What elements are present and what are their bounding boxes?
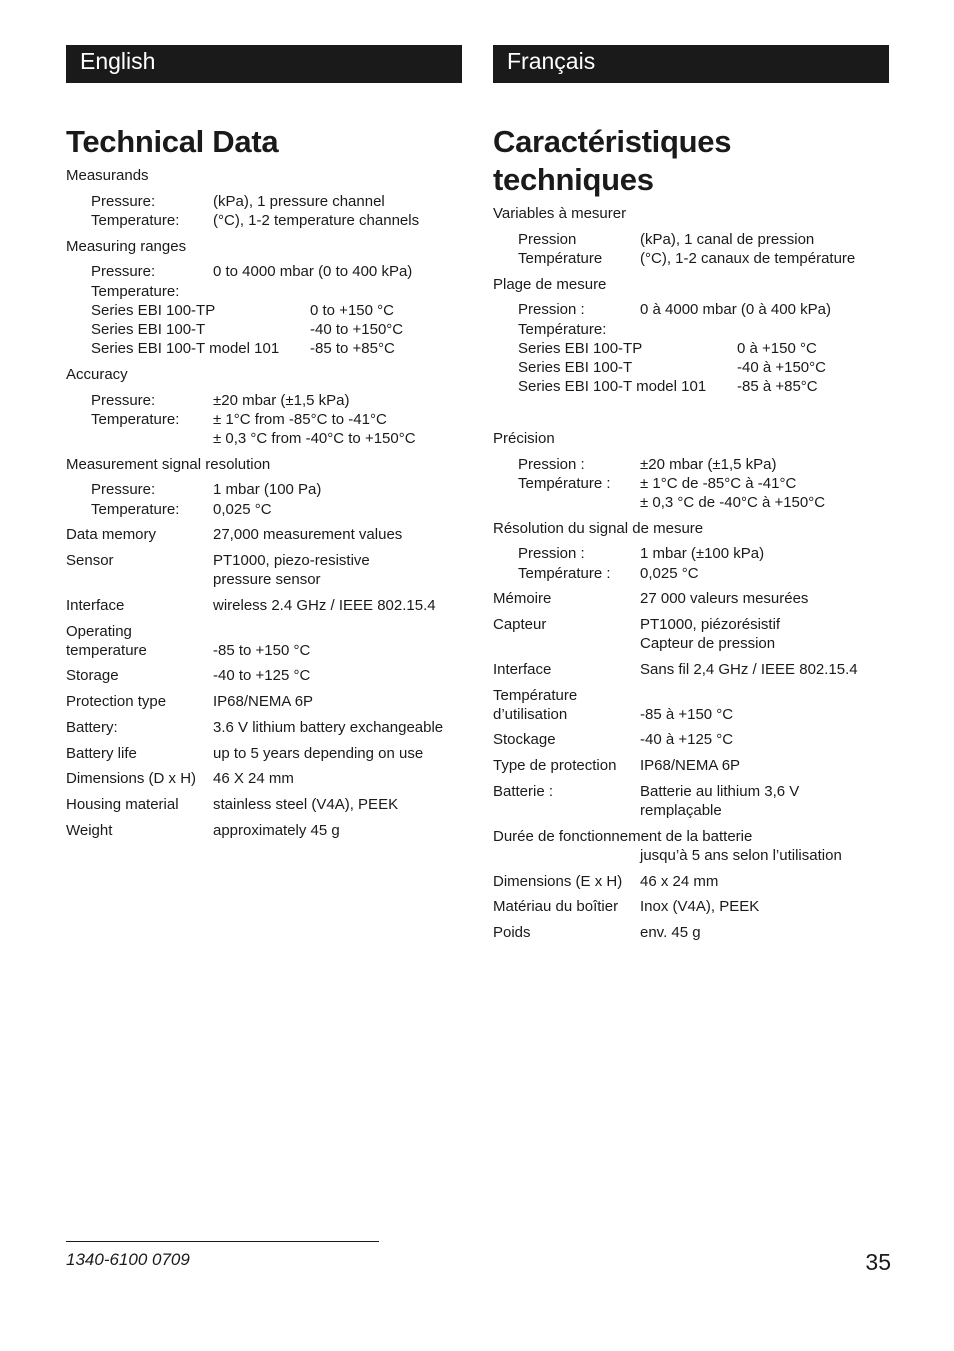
spec-row: Pressure: (kPa), 1 pressure channel <box>91 192 385 210</box>
spec-row-storage: Stockage -40 à +125 °C <box>493 731 734 749</box>
group-heading: Measurement signal resolution <box>66 455 271 473</box>
footer-divider <box>66 1241 379 1242</box>
group-heading: Measurands <box>66 167 149 184</box>
spec-row-housing: Matériau du boîtier Inox (V4A), PEEK <box>493 898 760 916</box>
spec-row: Pressure: 0 to 4000 mbar (0 to 400 kPa) <box>91 263 413 281</box>
spec-row-battery: Battery: 3.6 V lithium battery exchangeable <box>66 718 444 736</box>
spec-list-english <box>66 166 462 840</box>
spec-row-battery-life: Battery life up to 5 years depending on use <box>66 744 424 762</box>
resolution-group <box>493 519 889 583</box>
language-header-english: English <box>66 45 462 83</box>
spec-row-operating-temperature: Operating temperature -85 to +150 °C <box>66 622 311 659</box>
spec-row-weight: Weight approximately 45 g <box>66 821 340 839</box>
spec-list-french <box>493 204 889 942</box>
group-heading: Plage de mesure <box>493 275 607 293</box>
series-row: Series EBI 100-TP 0 à +150 °C <box>518 339 817 357</box>
spec-row-dimensions: Dimensions (E x H) 46 x 24 mm <box>493 872 719 890</box>
spec-row: Température: <box>518 320 607 338</box>
spec-row: Température : 0,025 °C <box>518 564 699 582</box>
french-column <box>493 45 889 949</box>
group-heading: Variables à mesurer <box>493 205 627 222</box>
measuring-ranges-group <box>66 237 462 359</box>
group-heading: Résolution du signal de mesure <box>493 519 704 537</box>
spec-row-battery-life: Durée de fonctionnement de la batterie jusqu’à 5 ans selon l’utilisation <box>493 827 842 864</box>
measuring-ranges-group <box>493 275 889 397</box>
group-heading: Précision <box>493 429 555 447</box>
group-heading: Measuring ranges <box>66 237 187 255</box>
resolution-group <box>66 455 462 519</box>
spec-row-housing: Housing material stainless steel (V4A), PEEK <box>66 795 399 813</box>
english-column <box>66 45 462 846</box>
series-row: Series EBI 100-T -40 to +150°C <box>91 320 404 338</box>
measurands-group <box>493 204 889 268</box>
spec-row: Pressure: 1 mbar (100 Pa) <box>91 481 322 499</box>
accuracy-group <box>66 365 462 448</box>
document-number: 1340-6100 0709 <box>66 1250 190 1269</box>
spec-row-protection: Protection type IP68/NEMA 6P <box>66 693 314 711</box>
spec-row-interface: Interface Sans fil 2,4 GHz / IEEE 802.15.4 <box>493 660 858 678</box>
spec-row-sensor: Capteur PT1000, piézorésistif Capteur de pression <box>493 615 781 653</box>
spec-row: Température : ± 1°C de -85°C à -41°C <box>518 474 797 492</box>
spec-row-weight: Poids env. 45 g <box>493 924 701 942</box>
spec-row: Pression : 0 à 4000 mbar (0 à 400 kPa) <box>518 301 831 319</box>
spec-row-data-memory: Data memory 27,000 measurement values <box>66 526 403 544</box>
series-row: Series EBI 100-TP 0 to +150 °C <box>91 301 394 319</box>
spec-row: Pression : 1 mbar (±100 kPa) <box>518 545 765 563</box>
page-title-french: Caractéristiques techniques <box>493 124 732 197</box>
spec-row-operating-temperature: Température d’utilisation -85 à +150 °C <box>493 686 734 723</box>
accuracy-group <box>493 429 889 512</box>
spec-row-storage: Storage -40 to +125 °C <box>66 667 311 685</box>
page-title-english: Technical Data <box>66 124 279 159</box>
spec-row: Température (°C), 1-2 canaux de température <box>518 249 856 267</box>
spec-row-dimensions: Dimensions (D x H) 46 X 24 mm <box>66 770 294 788</box>
spec-row: Pression : ±20 mbar (±1,5 kPa) <box>518 455 777 473</box>
group-heading: Accuracy <box>66 365 128 383</box>
spec-row: ± 0,3 °C de -40°C à +150°C <box>640 493 826 511</box>
page-number: 35 <box>865 1249 891 1275</box>
series-row: Series EBI 100-T -40 à +150°C <box>518 358 826 376</box>
spec-row-data-memory: Mémoire 27 000 valeurs mesurées <box>493 590 809 608</box>
spec-row-battery: Batterie : Batterie au lithium 3,6 V remplaçable <box>493 782 800 820</box>
spec-row: Pression (kPa), 1 canal de pression <box>518 230 815 248</box>
spec-row-interface: Interface wireless 2.4 GHz / IEEE 802.15.4 <box>66 596 436 614</box>
spec-row: Temperature: ± 1°C from -85°C to -41°C <box>91 410 387 428</box>
spec-row: Pressure: ±20 mbar (±1,5 kPa) <box>91 391 350 409</box>
language-header-french: Français <box>493 45 889 83</box>
spec-row-sensor: Sensor PT1000, piezo-resistive pressure sensor <box>66 551 370 589</box>
series-row: Series EBI 100-T model 101 -85 à +85°C <box>518 378 818 396</box>
spec-row: ± 0,3 °C from -40°C to +150°C <box>213 429 416 447</box>
series-row: Series EBI 100-T model 101 -85 to +85°C <box>91 340 395 358</box>
spec-row: Temperature: 0,025 °C <box>91 500 272 518</box>
spec-row: Temperature: (°C), 1-2 temperature channels <box>91 211 420 229</box>
measurands-group <box>66 166 462 230</box>
spec-row: Temperature: <box>91 282 180 300</box>
spec-row-protection: Type de protection IP68/NEMA 6P <box>493 757 741 775</box>
